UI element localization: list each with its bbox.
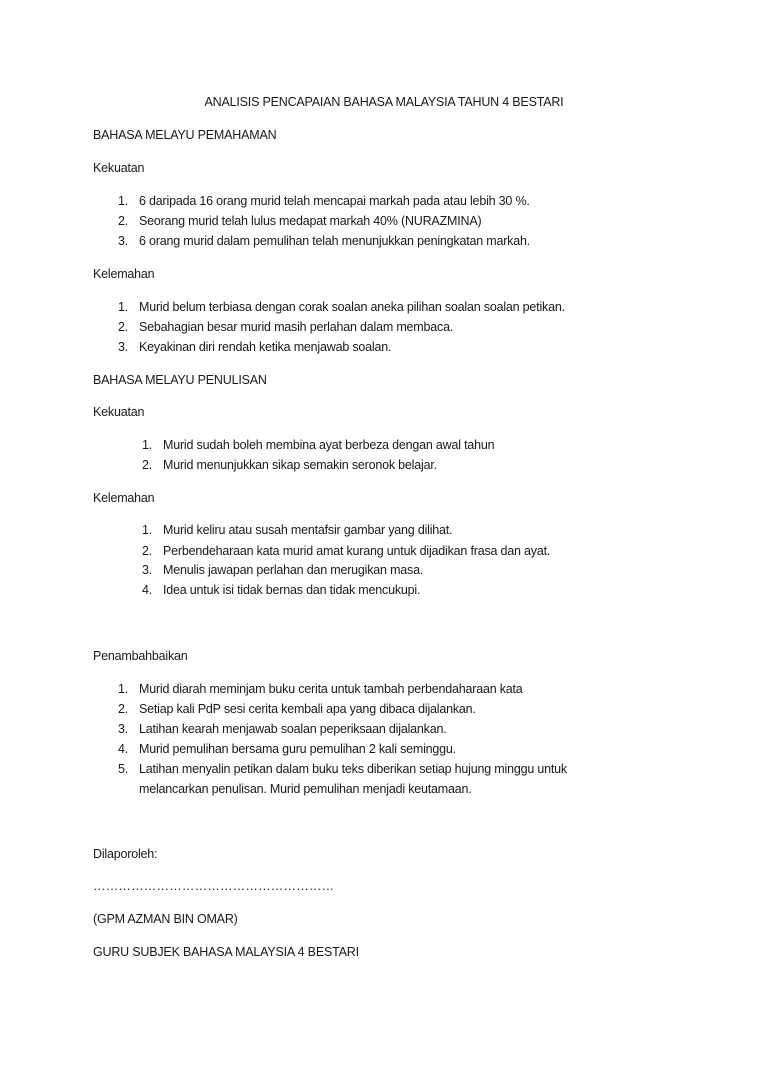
list-item: Menulis jawapan perlahan dan merugikan masa. <box>163 563 424 577</box>
list-item: Murid sudah boleh membina ayat berbeza dengan awal tahun <box>163 438 495 452</box>
list-item: 6 orang murid dalam pemulihan telah menunjukkan peningkatan markah. <box>139 234 531 248</box>
list-number: 1. <box>141 523 152 537</box>
list-number: 3. <box>117 340 128 354</box>
list-number: 4. <box>141 583 152 597</box>
list-number: 5. <box>117 762 128 776</box>
list-number: 1. <box>141 438 152 452</box>
list-number: 2. <box>141 544 152 558</box>
section-heading-penulisan: BAHASA MELAYU PENULISAN <box>93 373 267 387</box>
signatory-name: (GPM AZMAN BIN OMAR) <box>93 912 238 926</box>
list-item: Murid pemulihan bersama guru pemulihan 2 kali seminggu. <box>139 742 456 756</box>
list-item: Murid belum terbiasa dengan corak soalan aneka pilihan soalan soalan petikan. <box>139 300 565 314</box>
list-item: Sebahagian besar murid masih perlahan dalam membaca. <box>139 320 454 334</box>
list-number: 1. <box>117 194 128 208</box>
kekuatan-label: Kekuatan <box>93 405 145 419</box>
signatory-position: GURU SUBJEK BAHASA MALAYSIA 4 BESTARI <box>93 945 359 959</box>
penambahbaikan-label: Penambahbaikan <box>93 649 188 663</box>
list-item: Murid menunjukkan sikap semakin seronok belajar. <box>163 458 437 472</box>
list-number: 2. <box>117 702 128 716</box>
list-number: 3. <box>117 234 128 248</box>
kelemahan-label: Kelemahan <box>93 491 155 505</box>
list-item: 6 daripada 16 orang murid telah mencapai markah pada atau lebih 30 %. <box>139 194 530 208</box>
list-item: Keyakinan diri rendah ketika menjawab soalan. <box>139 340 392 354</box>
kelemahan-label: Kelemahan <box>93 267 155 281</box>
list-number: 1. <box>117 682 128 696</box>
list-number: 2. <box>141 458 152 472</box>
list-item: Latihan kearah menjawab soalan peperiksaan dijalankan. <box>139 722 447 736</box>
list-item: Murid keliru atau susah mentafsir gambar yang dilihat. <box>163 523 453 537</box>
list-number: 3. <box>117 722 128 736</box>
list-item: Seorang murid telah lulus medapat markah 40% (NURAZMINA) <box>139 214 482 228</box>
list-number: 3. <box>141 563 152 577</box>
list-number: 1. <box>117 300 128 314</box>
list-item: Latihan menyalin petikan dalam buku teks diberikan setiap hujung minggu untuk <box>139 762 567 776</box>
list-number: 4. <box>117 742 128 756</box>
page-title: ANALISIS PENCAPAIAN BAHASA MALAYSIA TAHUN 4 BESTARI <box>204 95 564 109</box>
list-number: 2. <box>117 320 128 334</box>
kekuatan-label: Kekuatan <box>93 161 145 175</box>
list-number: 2. <box>117 214 128 228</box>
list-item: Setiap kali PdP sesi cerita kembali apa yang dibaca dijalankan. <box>139 702 476 716</box>
list-item: Murid diarah meminjam buku cerita untuk tambah perbendaharaan kata <box>139 682 523 696</box>
signature-line: ………………………………………………… <box>93 879 335 893</box>
reported-by-label: Dilaporoleh: <box>93 847 158 861</box>
section-heading-pemahaman: BAHASA MELAYU PEMAHAMAN <box>93 128 277 142</box>
list-item-continuation: melancarkan penulisan. Murid pemulihan menjadi keutamaan. <box>139 782 472 796</box>
list-item: Idea untuk isi tidak bernas dan tidak mencukupi. <box>163 583 421 597</box>
list-item: Perbendeharaan kata murid amat kurang untuk dijadikan frasa dan ayat. <box>163 544 551 558</box>
